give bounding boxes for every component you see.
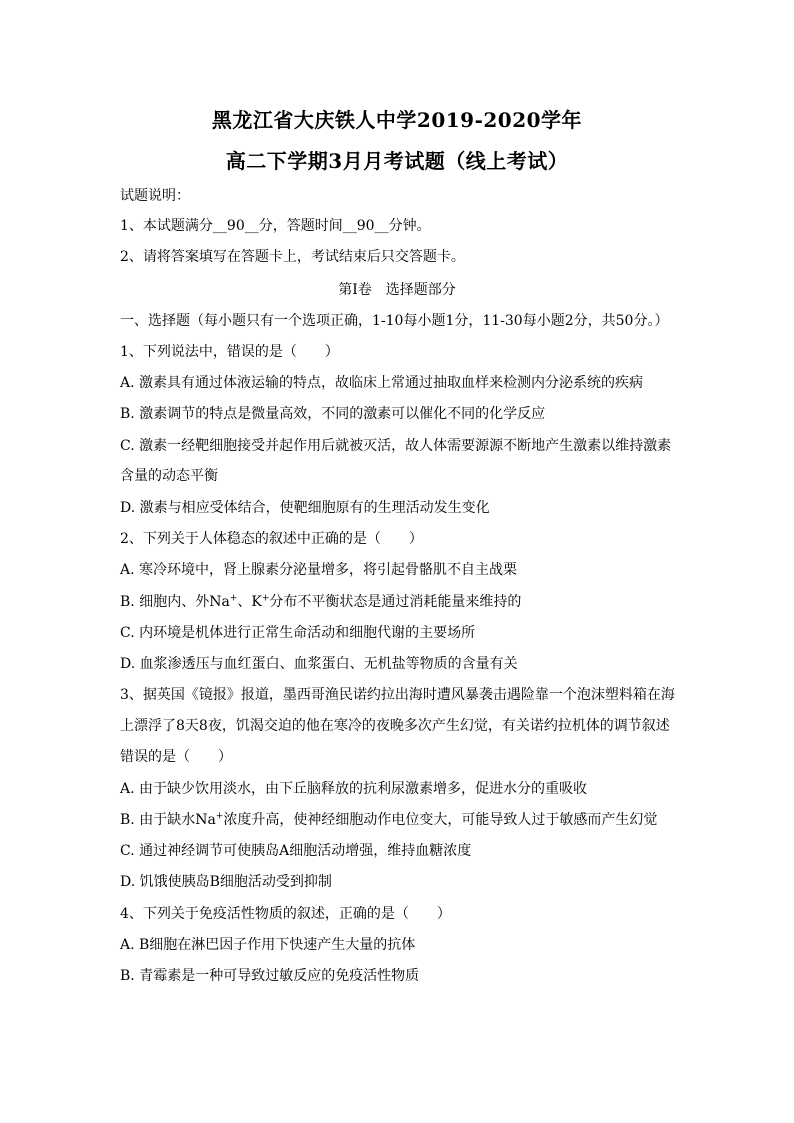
question-3-stem-line1: 3、据英国《镜报》报道，墨西哥渔民诺约拉出海时遭风暴袭击遇险靠一个泡沫塑料箱在海 <box>120 687 675 703</box>
question-4-stem: 4、下列关于免疫活性物质的叙述，正确的是（ ） <box>120 906 451 922</box>
question-1-option-c-line1: C. 激素一经靶细胞接受并起作用后就被灭活，故人体需要源源不断地产生激素以维持激素 <box>120 438 672 454</box>
document-title-line2: 高二下学期3月月考试题（线上考试） <box>225 149 569 173</box>
question-3-option-c: C. 通过神经调节可使胰岛A细胞活动增强，维持血糖浓度 <box>120 843 472 859</box>
instruction-item-1 <box>120 216 680 236</box>
question-3-option-a: A. 由于缺少饮用淡水，由下丘脑释放的抗利尿激素增多，促进水分的重吸收 <box>120 781 588 797</box>
question-1-option-d: D. 激素与相应受体结合，使靶细胞原有的生理活动发生变化 <box>120 500 490 516</box>
q2b-sup-2: + <box>261 593 270 604</box>
question-2-option-a: A. 寒冷环境中，肾上腺素分泌量增多，将引起骨骼肌不自主战栗 <box>120 562 518 578</box>
question-3-option-b <box>120 810 680 830</box>
q3b-text-1: B. 由于缺水Na <box>120 812 216 828</box>
question-2-option-d: D. 血浆渗透压与血红蛋白、血浆蛋白、无机盐等物质的含量有关 <box>120 656 518 672</box>
question-3-option-d: D. 饥饿使胰岛B细胞活动受到抑制 <box>120 874 332 890</box>
section-heading: 一、选择题（每小题只有一个选项正确，1-10每小题1分，11-30每小题2分，共50分。） <box>120 313 669 329</box>
question-2-option-b <box>120 592 680 612</box>
instruction-1-suffix: 分钟。 <box>388 218 431 234</box>
instruction-item-2: 2、请将答案填写在答题卡上，考试结束后只交答题卡。 <box>120 249 465 265</box>
q3b-sup: + <box>215 811 224 822</box>
question-3-stem-line2: 上漂浮了8天8夜，饥渴交迫的他在寒冷的夜晚多次产生幻觉，有关诺约拉机体的调节叙述 <box>120 718 670 734</box>
question-2-stem: 2、下列关于人体稳态的叙述中正确的是（ ） <box>120 531 423 547</box>
question-2-option-c: C. 内环境是机体进行正常生命活动和细胞代谢的主要场所 <box>120 625 476 641</box>
question-1-option-b: B. 激素调节的特点是微量高效，不同的激素可以催化不同的化学反应 <box>120 406 546 422</box>
q2b-sup-1: + <box>229 593 238 604</box>
question-4-option-b: B. 青霉素是一种可导致过敏反应的免疫活性物质 <box>120 968 420 984</box>
q2b-text-1: B. 细胞内、外Na <box>120 594 230 610</box>
full-score-value: __90__ <box>212 218 259 234</box>
q3b-text-2: 浓度升高，使神经细胞动作电位变大，可能导致人过于敏感而产生幻觉 <box>223 812 658 828</box>
question-1-option-c-line2: 含量的动态平衡 <box>120 468 218 484</box>
q2b-text-3: 分布不平衡状态是通过消耗能量来维持的 <box>269 594 522 610</box>
instruction-1-middle: 分，答题时间 <box>258 218 343 234</box>
document-title-line1: 黑龙江省大庆铁人中学2019-2020学年 <box>211 108 583 132</box>
question-1-stem: 1、下列说法中，错误的是（ ） <box>120 344 339 360</box>
question-3-stem-line3: 错误的是（ ） <box>120 749 232 765</box>
part1-heading: 第Ⅰ卷 选择题部分 <box>338 282 456 298</box>
question-4-option-a: A. B细胞在淋巴因子作用下快速产生大量的抗体 <box>120 937 416 953</box>
instructions-heading: 试题说明： <box>120 188 190 204</box>
question-1-option-a: A. 激素具有通过体液运输的特点，故临床上常通过抽取血样来检测内分泌系统的疾病 <box>120 375 644 391</box>
instruction-1-prefix: 1、本试题满分 <box>120 218 213 234</box>
time-limit-value: __90__ <box>342 218 389 234</box>
q2b-text-2: 、K <box>237 594 262 610</box>
